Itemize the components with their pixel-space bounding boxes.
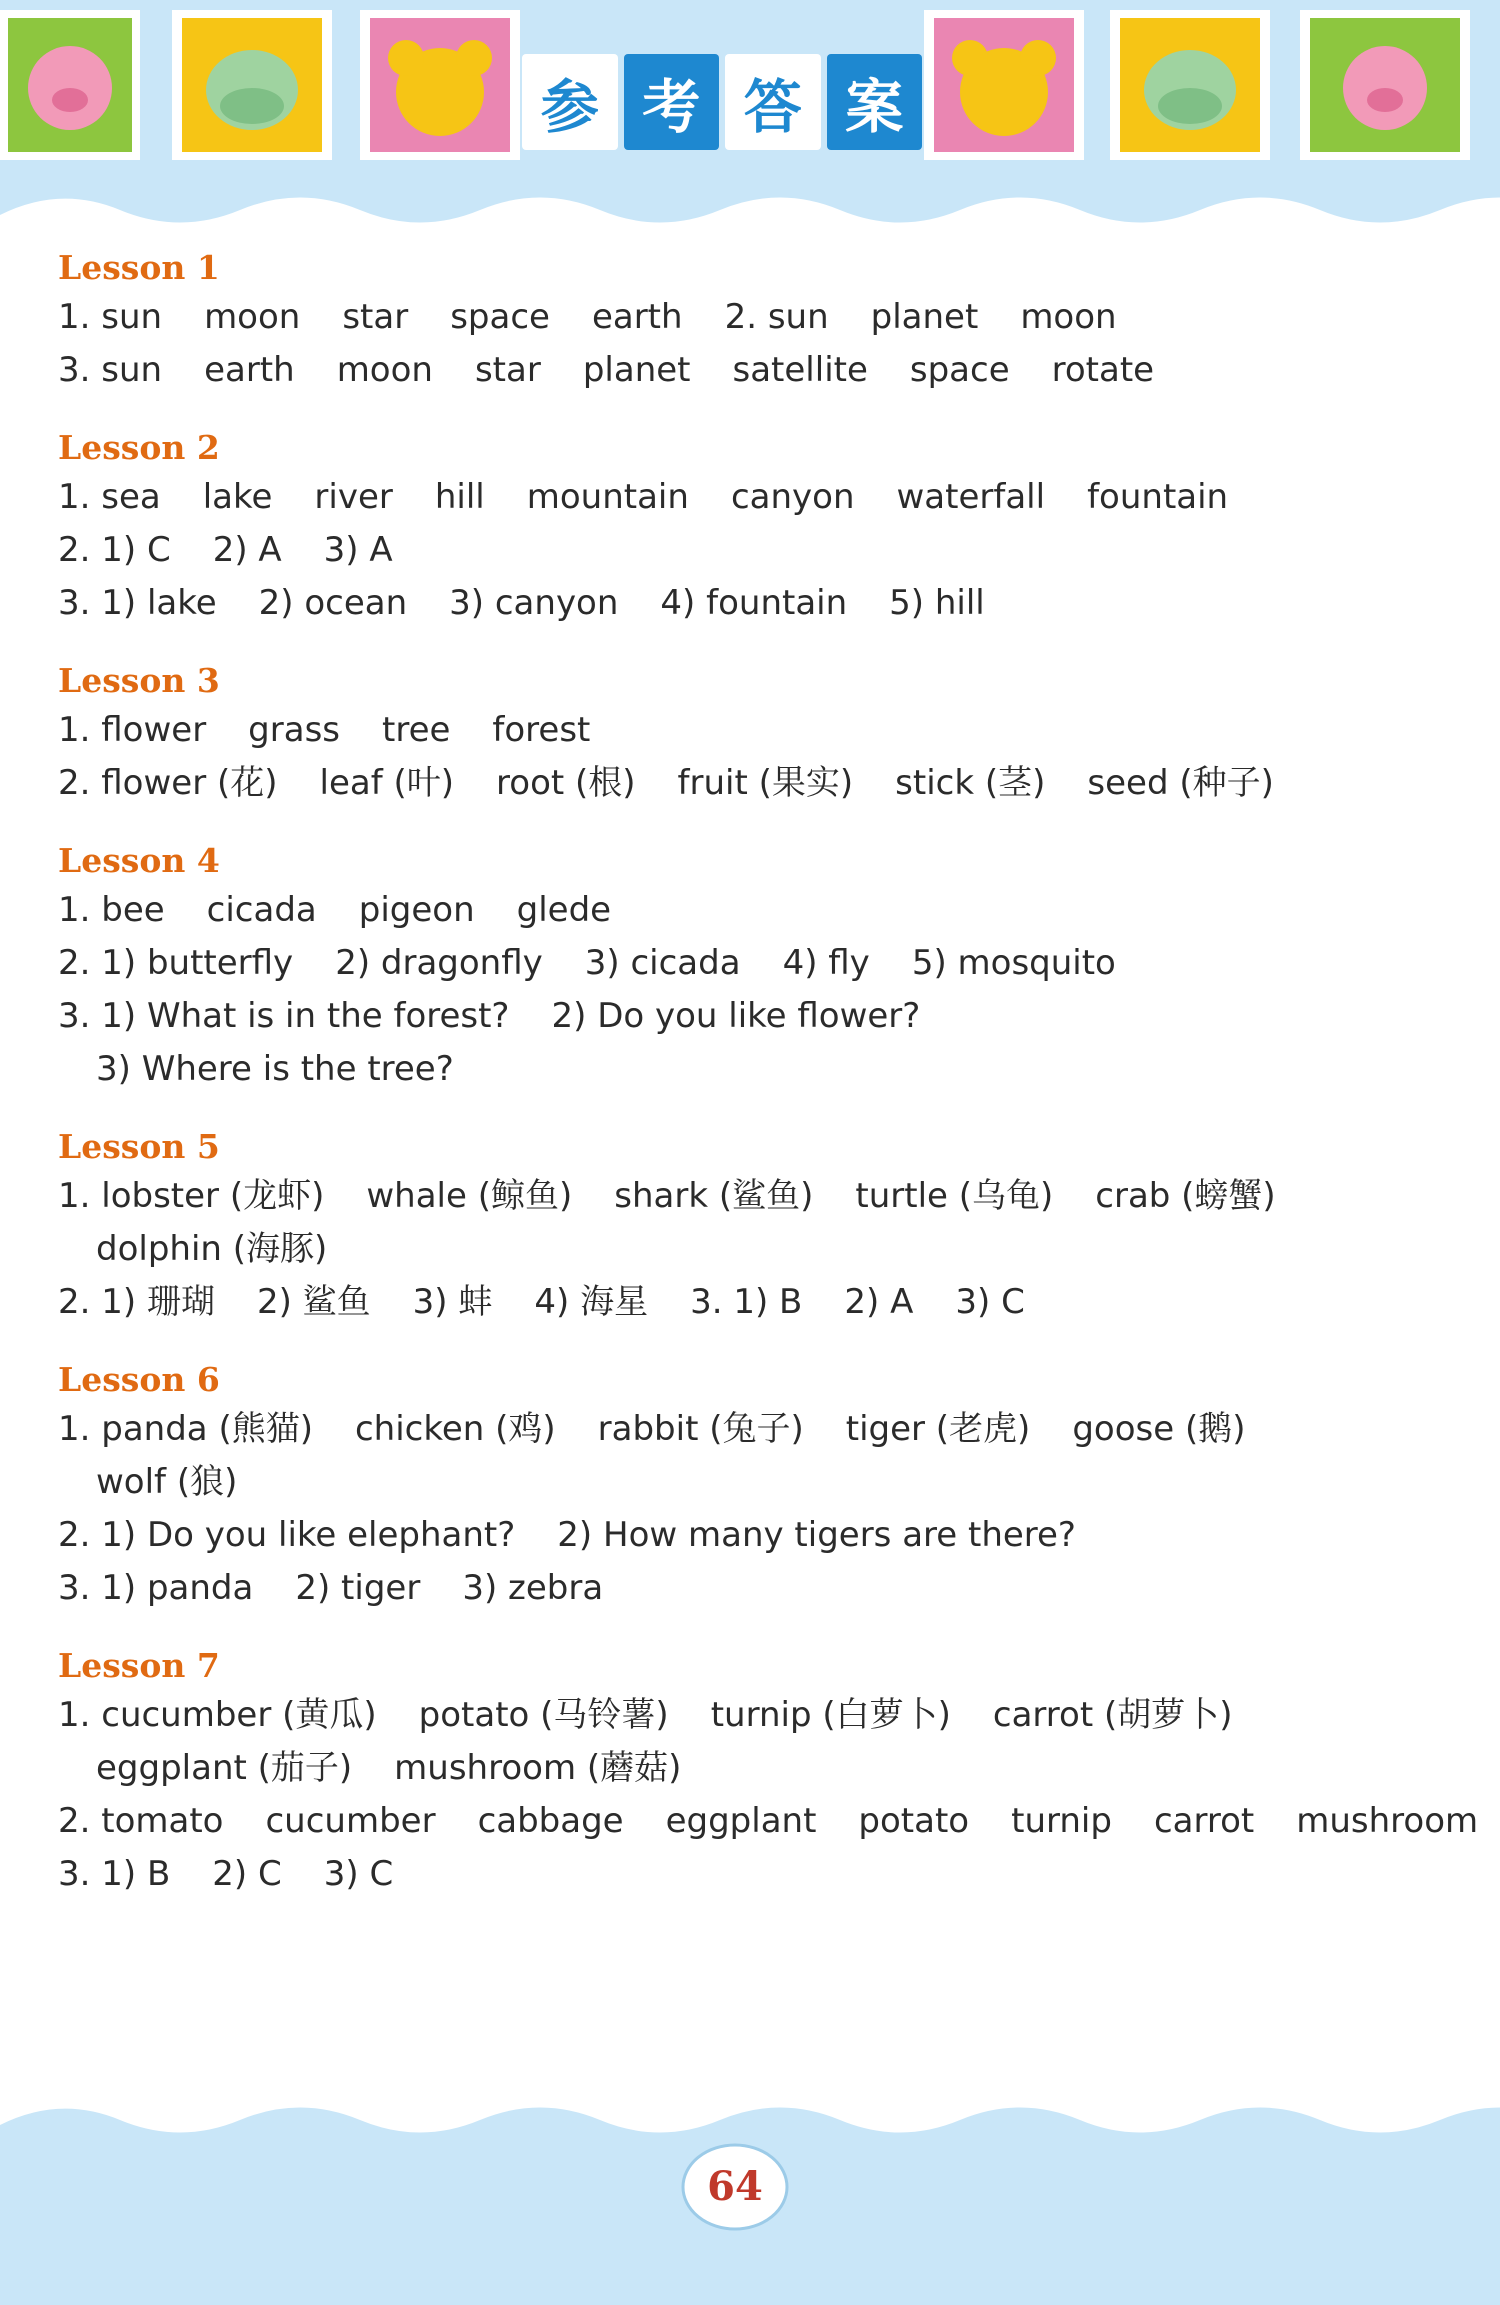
answer-item: earth: [204, 350, 295, 390]
lesson-section: [58, 1643, 1479, 1901]
answer-item: 1. cucumber (黄瓜): [58, 1695, 377, 1735]
answer-item: earth: [591, 297, 683, 337]
answer-item: 2) C: [212, 1854, 282, 1894]
answer-item: 2) 鲨鱼: [256, 1282, 371, 1322]
answer-line: [58, 990, 1418, 1043]
answer-line: [58, 471, 1418, 524]
answer-line: [58, 884, 1418, 937]
answer-item: shark (鲨鱼): [614, 1176, 814, 1216]
answer-item: 1. sea: [58, 477, 161, 517]
page-number: 64: [707, 2163, 763, 2210]
answer-line: [58, 1403, 1418, 1456]
mouse-icon: [924, 10, 1084, 160]
answer-item: 3) C: [323, 1854, 394, 1894]
answer-item: 3) 蚌: [412, 1282, 493, 1322]
answer-item: goose (鹅): [1072, 1409, 1246, 1449]
answer-item: 2) dragonfly: [335, 943, 543, 983]
answer-item: rotate: [1051, 350, 1155, 390]
answer-item: carrot (胡萝卜): [992, 1695, 1233, 1735]
answer-item: 1. panda (熊猫): [58, 1409, 313, 1449]
lesson-section: [58, 838, 1418, 1096]
answer-item: 5) mosquito: [911, 943, 1116, 983]
answer-item: carrot: [1153, 1801, 1255, 1841]
answer-item: star: [342, 297, 409, 337]
answer-line: [58, 344, 1418, 397]
answer-item: canyon: [730, 477, 855, 517]
pig-icon: [0, 10, 140, 160]
answer-item: cabbage: [477, 1801, 624, 1841]
answer-item: leaf (叶): [319, 763, 455, 803]
title-char: 参: [522, 54, 618, 150]
answer-item: 2. tomato: [58, 1801, 224, 1841]
answer-item: tiger (老虎): [845, 1409, 1031, 1449]
answer-item: tree: [382, 710, 451, 750]
answer-item: 3. 1) What is in the forest?: [58, 996, 510, 1036]
answer-item: glede: [516, 890, 612, 930]
answer-item: 2) ocean: [258, 583, 408, 623]
answer-item: fountain: [1087, 477, 1229, 517]
answer-item: river: [314, 477, 393, 517]
answer-item: satellite: [732, 350, 868, 390]
answer-item: whale (鲸鱼): [366, 1176, 573, 1216]
answer-item: star: [474, 350, 541, 390]
answer-item: cicada: [206, 890, 317, 930]
answer-item: pigeon: [358, 890, 475, 930]
pig-icon: [1300, 10, 1470, 160]
title-char: 考: [624, 54, 720, 150]
answer-item: space: [450, 297, 550, 337]
answer-item: 3. 1) panda: [58, 1568, 254, 1608]
hippo-icon: [1110, 10, 1270, 160]
answer-item: 4) fly: [782, 943, 870, 983]
answer-item: seed (种子): [1087, 763, 1274, 803]
answer-item: moon: [336, 350, 433, 390]
answer-item: lake: [202, 477, 273, 517]
answer-item: chicken (鸡): [354, 1409, 556, 1449]
answer-item: rabbit (兔子): [597, 1409, 804, 1449]
answer-item: 3) C: [955, 1282, 1025, 1322]
answer-line: [58, 704, 1418, 757]
answer-item: mushroom: [1296, 1801, 1479, 1841]
answer-item: root (根): [496, 763, 636, 803]
answer-item: crab (螃蟹): [1095, 1176, 1276, 1216]
lesson-section: [58, 658, 1418, 810]
answer-item: 1. lobster (龙虾): [58, 1176, 325, 1216]
answer-item: 3) zebra: [462, 1568, 604, 1608]
answer-line: [58, 577, 1418, 630]
answer-item: 2. 1) 珊瑚: [58, 1282, 215, 1322]
answer-item: planet: [870, 297, 979, 337]
answer-item: 3. 1) lake: [58, 583, 217, 623]
answer-line: [58, 1170, 1418, 1223]
lesson-title: Lesson 5: [58, 1127, 220, 1166]
answer-item: turnip (白萝卜): [710, 1695, 951, 1735]
answer-line: [58, 1689, 1418, 1742]
answer-line: [58, 1276, 1418, 1329]
lesson-section: [58, 1124, 1418, 1329]
answer-item: eggplant (茄子): [96, 1748, 353, 1788]
title-char: 案: [827, 54, 923, 150]
lesson-section: [58, 1357, 1418, 1615]
answer-item: 2. sun: [724, 297, 829, 337]
answer-item: 2) tiger: [295, 1568, 421, 1608]
lesson-section: [58, 425, 1418, 630]
answer-item: 3) Where is the tree?: [96, 1049, 454, 1089]
lesson-title: Lesson 6: [58, 1360, 220, 1399]
answer-line: [58, 1509, 1418, 1562]
answer-item: mushroom (蘑菇): [394, 1748, 682, 1788]
answer-item: potato: [858, 1801, 970, 1841]
answer-item: 2) Do you like flower?: [551, 996, 921, 1036]
answer-item: planet: [582, 350, 691, 390]
answer-line: [58, 1223, 1418, 1276]
answer-item: turtle (乌龟): [855, 1176, 1054, 1216]
answer-list: [58, 245, 1479, 1929]
answer-item: eggplant: [665, 1801, 817, 1841]
answer-item: 2. flower (花): [58, 763, 278, 803]
answer-item: space: [909, 350, 1010, 390]
answer-line: [58, 937, 1418, 990]
lesson-title: Lesson 4: [58, 841, 220, 880]
answer-item: 2. 1) C: [58, 530, 171, 570]
answer-item: 2. 1) butterfly: [58, 943, 294, 983]
page-title: [522, 54, 922, 150]
answer-item: 2) A: [212, 530, 282, 570]
title-char: 答: [725, 54, 821, 150]
hippo-icon: [172, 10, 332, 160]
answer-item: 3) A: [323, 530, 393, 570]
mouse-icon: [360, 10, 520, 160]
answer-line: [58, 524, 1418, 577]
answer-item: stick (茎): [895, 763, 1046, 803]
answer-item: 3. 1) B: [690, 1282, 803, 1322]
answer-item: forest: [492, 710, 591, 750]
answer-item: dolphin (海豚): [96, 1229, 328, 1269]
answer-item: turnip: [1011, 1801, 1112, 1841]
answer-item: 2) How many tigers are there?: [557, 1515, 1076, 1555]
answer-item: fruit (果实): [677, 763, 854, 803]
answer-item: grass: [248, 710, 340, 750]
answer-item: moon: [1020, 297, 1117, 337]
answer-item: 2) A: [844, 1282, 914, 1322]
answer-item: 2. 1) Do you like elephant?: [58, 1515, 516, 1555]
lesson-title: Lesson 2: [58, 428, 220, 467]
answer-item: wolf (狼): [96, 1462, 238, 1502]
answer-item: cucumber: [265, 1801, 436, 1841]
answer-item: hill: [434, 477, 485, 517]
lesson-title: Lesson 3: [58, 661, 220, 700]
answer-item: 1. flower: [58, 710, 207, 750]
answer-line: [58, 1742, 1418, 1795]
answer-item: potato (马铃薯): [418, 1695, 669, 1735]
answer-item: 4) 海星: [534, 1282, 649, 1322]
answer-item: 1. bee: [58, 890, 165, 930]
lesson-section: [58, 245, 1418, 397]
answer-item: 5) hill: [889, 583, 985, 623]
answer-line: [58, 1795, 1479, 1848]
answer-line: [58, 1848, 1418, 1901]
answer-line: [58, 1456, 1418, 1509]
answer-item: 3. sun: [58, 350, 163, 390]
answer-line: [58, 757, 1418, 810]
answer-line: [58, 1562, 1418, 1615]
answer-line: [58, 291, 1418, 344]
answer-line: [58, 1043, 1418, 1096]
answer-item: 3) canyon: [449, 583, 619, 623]
lesson-title: Lesson 1: [58, 248, 220, 287]
answer-item: 3. 1) B: [58, 1854, 171, 1894]
answer-item: waterfall: [896, 477, 1046, 517]
answer-item: 4) fountain: [660, 583, 848, 623]
lesson-title: Lesson 7: [58, 1646, 220, 1685]
answer-item: mountain: [526, 477, 689, 517]
answer-item: 1. sun: [58, 297, 163, 337]
answer-item: 3) cicada: [584, 943, 741, 983]
answer-item: moon: [204, 297, 301, 337]
